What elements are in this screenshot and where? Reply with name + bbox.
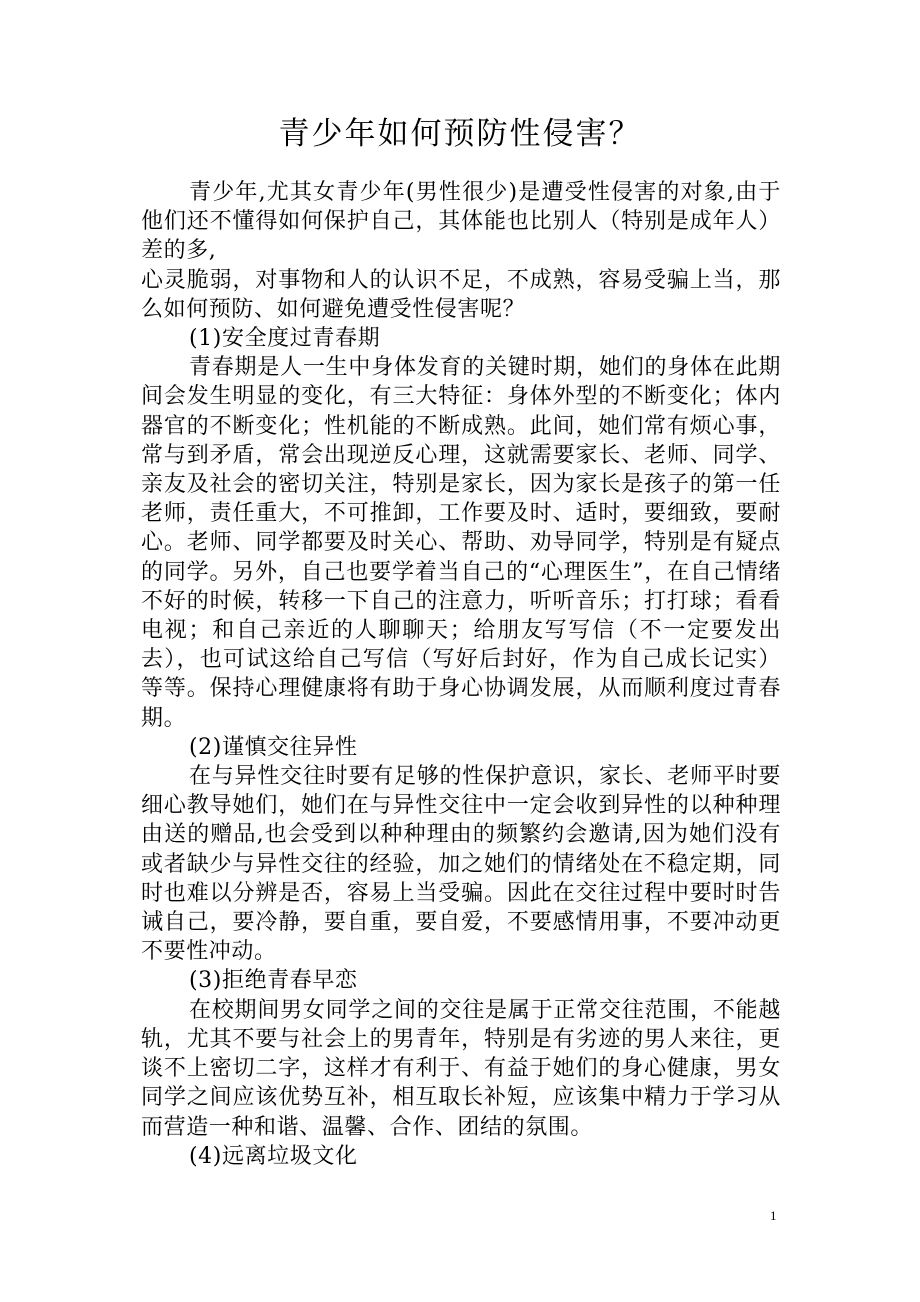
intro-paragraph: 青少年,尤其女青少年(男性很少)是遭受性侵害的对象,由于他们还不懂得如何保护自己，其体能也比别人（特别是成年人）差的多, <box>141 180 781 264</box>
section-heading-4: (4)远离垃圾文化 <box>189 1143 358 1169</box>
section-heading-3: (3)拒绝青春早恋 <box>189 968 358 994</box>
section-1-paragraph: 青春期是人一生中身体发育的关键时期，她们的身体在此期间会发生明显的变化，有三大特征：身体外型的不断变化；体内器官的不断变化；性机能的不断成熟。此间，她们常有烦心事，常与到矛盾，常会出现逆反心理，这就需要家长、老师、同学、亲友及社会的密切关注，特别是家长，因为家长是孩子的第一任老师，责任重大，不可推卸，工作要及时、适时，要细致，要耐心。老师、同学都要及时关心、帮助、劝导同学，特别是有疑点的同学。另外，自己也要学着当自己的“心理医生”，在自己情绪不好的时候，转移一下自己的注意力，听听音乐；打打球；看看电视；和自己亲近的人聊聊天；给朋友写写信（不一定要发出去），也可试这给自己写信（写好后封好，作为自己成长记实）等等。保持心理健康将有助于身心协调发展，从而顺利度过青春期。 <box>141 355 781 731</box>
document-body <box>141 178 781 1171</box>
intro-question-paragraph: 心灵脆弱，对事物和人的认识不足，不成熟，容易受骗上当，那么如何预防、如何避免遭受性侵害呢？ <box>141 267 781 322</box>
section-3-paragraph: 在校期间男女同学之间的交往是属于正常交往范围，不能越轨，尤其不要与社会上的男青年，特别是有劣迹的男人来往，更谈不上密切二字，这样才有利于、有益于她们的身心健康，男女同学之间应该优势互补，相互取长补短，应该集中精力于学习从而营造一种和谐、温馨、合作、团结的氛围。 <box>141 997 781 1140</box>
section-heading-1: (1)安全度过青春期 <box>189 326 381 352</box>
section-2-paragraph: 在与异性交往时要有足够的性保护意识，家长、老师平时要细心教导她们，她们在与异性交往中一定会收到异性的以种种理由送的赠品,也会受到以种种理由的频繁约会邀请,因为她们没有或者缺少与异性交往的经验，加之她们的情绪处在不稳定期，同时也难以分辨是否，容易上当受骗。因此在交往过程中要时时告诫自己，要冷静，要自重，要自爱，不要感情用事，不要冲动更不要性冲动。 <box>141 764 781 965</box>
document-title: 青少年如何预防性侵害？ <box>278 116 642 152</box>
section-heading-2: (2)谨慎交往异性 <box>189 734 358 760</box>
page-number: 1 <box>770 1208 777 1223</box>
